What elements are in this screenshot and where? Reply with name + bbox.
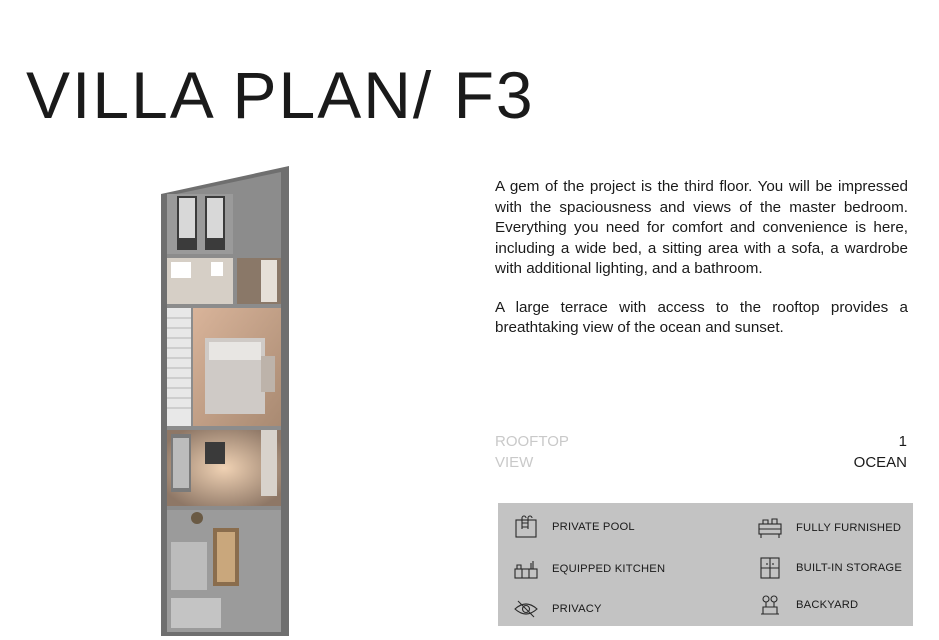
- garden-icon: [756, 593, 784, 617]
- feature-built-in-storage: [756, 556, 902, 580]
- feature-backyard: [756, 593, 858, 617]
- wardrobe-icon: [756, 556, 784, 580]
- spec-value: 1: [898, 433, 907, 450]
- feature-privacy: [512, 597, 602, 621]
- spec-label: ROOFTOP: [495, 433, 569, 450]
- kitchen-icon: [512, 557, 540, 581]
- feature-fully-furnished: [756, 516, 901, 540]
- feature-label: BACKYARD: [796, 599, 859, 611]
- floor-description: [495, 177, 908, 357]
- feature-label: FULLY FURNISHED: [796, 522, 902, 534]
- spec-row-view: [495, 454, 907, 471]
- feature-label: PRIVATE POOL: [552, 521, 635, 533]
- eye-off-icon: [512, 597, 540, 621]
- floor-plan-image: [157, 166, 289, 636]
- feature-equipped-kitchen: [512, 557, 665, 581]
- feature-label: BUILT-IN STORAGE: [796, 562, 902, 574]
- spec-value: OCEAN: [853, 454, 907, 471]
- pool-ladder-icon: [512, 515, 540, 539]
- page-title: VILLA PLAN/ F3: [26, 58, 535, 132]
- furniture-icon: [756, 516, 784, 540]
- feature-private-pool: [512, 515, 635, 539]
- description-paragraph: A large terrace with access to the rooftop provides a breathtaking view of the ocean and sunset.: [495, 298, 908, 336]
- features-panel: [498, 503, 913, 626]
- spec-row-rooftop: [495, 433, 907, 450]
- description-paragraph: A gem of the project is the third floor. You will be impressed with the spaciousness and views of the master bedroom. Everything you need for comfort and convenience is here, including a wide bed, a sitting area with a sofa, a wardrobe with additional lighting, and a bathroom.: [495, 178, 908, 277]
- spec-label: VIEW: [495, 454, 534, 471]
- feature-label: PRIVACY: [552, 603, 602, 615]
- feature-label: EQUIPPED KITCHEN: [552, 563, 666, 575]
